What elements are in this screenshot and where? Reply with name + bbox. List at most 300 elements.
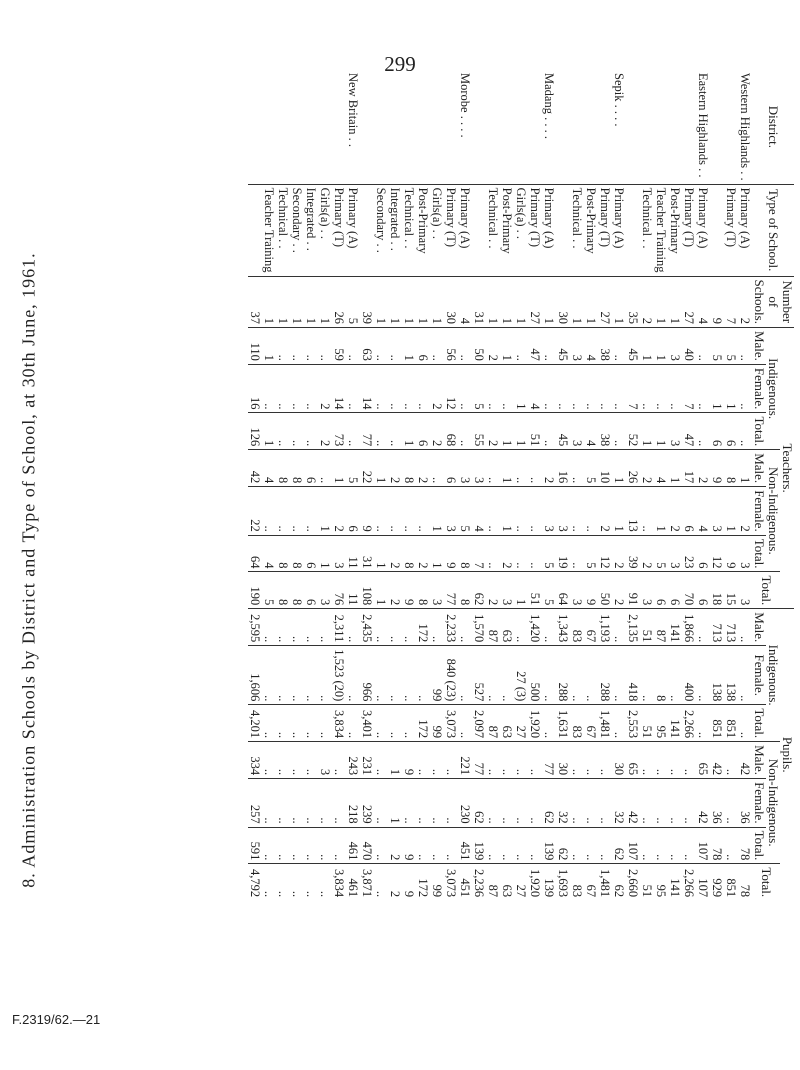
cell-pif: 500 [528, 646, 542, 705]
cell-tnt: .. [528, 535, 542, 572]
cell-tnt: 1 [374, 535, 388, 572]
cell-pnm: .. [304, 742, 318, 779]
cell-tit: 55 [472, 413, 486, 450]
cell-pit: .. [318, 705, 332, 742]
cell-tit: 1 [654, 413, 668, 450]
cell-pnm: .. [374, 742, 388, 779]
cell-tif: .. [696, 364, 710, 413]
cell-tnf: 1 [654, 487, 668, 536]
cell-tt: 3 [500, 572, 514, 609]
cell-tnf: .. [486, 487, 500, 536]
cell-s: 1 [430, 276, 444, 327]
cell-pt: 3,834 [332, 864, 346, 900]
cell-tt: 2 [486, 572, 500, 609]
cell-tif: .. [640, 364, 654, 413]
cell-pim: 51 [640, 609, 654, 646]
cell-pnt: .. [374, 827, 388, 864]
cell-pt: 3,871 [360, 864, 374, 900]
district-name [290, 70, 304, 184]
table-row [416, 70, 430, 900]
cell-tnf: 4 [696, 487, 710, 536]
school-type: Primary (T) [682, 184, 696, 276]
school-type: Girls(a) . . [318, 184, 332, 276]
cell-pnt: .. [444, 827, 458, 864]
cell-pim: 1,420 [528, 609, 542, 646]
cell-pit: 27 [514, 705, 528, 742]
cell-pnf: .. [374, 779, 388, 828]
cell-pt: 1,693 [556, 864, 570, 900]
cell-tnt: 9 [724, 535, 738, 572]
district-name [332, 70, 346, 184]
cell-pt: 78 [738, 864, 752, 900]
header-female: Female. [752, 487, 766, 536]
cell-pit: .. [290, 705, 304, 742]
cell-s: 30 [556, 276, 570, 327]
cell-pit: 51 [640, 705, 654, 742]
header-pupils-total: Total. [752, 864, 780, 900]
cell-tnf: .. [640, 487, 654, 536]
cell-tit: 68 [444, 413, 458, 450]
cell-tnt: 11 [346, 535, 360, 572]
school-type [248, 184, 262, 276]
school-type: Teacher Training [654, 184, 668, 276]
cell-tim: 40 [682, 327, 696, 364]
cell-tif: 2 [318, 364, 332, 413]
cell-pim: .. [514, 609, 528, 646]
cell-tnt: 19 [556, 535, 570, 572]
cell-pnf: 42 [626, 779, 640, 828]
cell-tif: 1 [724, 364, 738, 413]
cell-s: 1 [262, 276, 276, 327]
cell-tnt: 8 [402, 535, 416, 572]
cell-tnf: 1 [318, 487, 332, 536]
table-row [374, 70, 388, 900]
school-type: Primary (A) [696, 184, 710, 276]
cell-pt: 2,266 [682, 864, 696, 900]
cell-pnt: .. [598, 827, 612, 864]
cell-tnt: 12 [710, 535, 724, 572]
cell-pnt: 470 [360, 827, 374, 864]
district-name [374, 70, 388, 184]
school-type: Primary (A) [542, 184, 556, 276]
cell-pim: 83 [570, 609, 584, 646]
table-row [276, 70, 290, 900]
cell-pim: 2,595 [248, 609, 262, 646]
cell-tim: 38 [598, 327, 612, 364]
cell-tt: 8 [458, 572, 472, 609]
cell-tnm: .. [430, 450, 444, 487]
cell-tit: 52 [626, 413, 640, 450]
cell-pnf: 1 [388, 779, 402, 828]
school-type: Post-Primary [500, 184, 514, 276]
cell-pnm: 42 [738, 742, 752, 779]
cell-tnf: 1 [612, 487, 626, 536]
cell-tim: 50 [472, 327, 486, 364]
header-female: Female. [752, 646, 766, 705]
cell-tnf: .. [290, 487, 304, 536]
cell-tim: .. [696, 327, 710, 364]
table-row [514, 70, 528, 900]
cell-tit: 38 [598, 413, 612, 450]
district-name [318, 70, 332, 184]
cell-pt: 139 [542, 864, 556, 900]
cell-s: 1 [374, 276, 388, 327]
cell-pnm: .. [486, 742, 500, 779]
cell-pnt: .. [528, 827, 542, 864]
cell-tnt: .. [514, 535, 528, 572]
cell-pit: 172 [416, 705, 430, 742]
cell-pit: .. [542, 705, 556, 742]
cell-pim: .. [458, 609, 472, 646]
cell-tnf: 6 [682, 487, 696, 536]
cell-tt: 9 [402, 572, 416, 609]
cell-s: 1 [416, 276, 430, 327]
cell-tit: 2 [318, 413, 332, 450]
cell-pit: 1,920 [528, 705, 542, 742]
cell-tit: .. [458, 413, 472, 450]
table-body [248, 70, 752, 900]
cell-pnt: .. [290, 827, 304, 864]
cell-pim: .. [738, 609, 752, 646]
cell-pit: 3,834 [332, 705, 346, 742]
cell-tim: 56 [444, 327, 458, 364]
cell-tnf: .. [304, 487, 318, 536]
cell-tif: .. [584, 364, 598, 413]
cell-pnm: .. [584, 742, 598, 779]
cell-tit: 1 [500, 413, 514, 450]
cell-pit: 2,097 [472, 705, 486, 742]
cell-tim: 45 [556, 327, 570, 364]
cell-tim: .. [388, 327, 402, 364]
cell-pim: .. [388, 609, 402, 646]
cell-tt: 6 [696, 572, 710, 609]
cell-pim: 172 [416, 609, 430, 646]
cell-tnf: 1 [724, 487, 738, 536]
cell-s: 1 [500, 276, 514, 327]
cell-pt: 95 [654, 864, 668, 900]
cell-pt: 27 [514, 864, 528, 900]
cell-pnf: .. [514, 779, 528, 828]
cell-tnm: .. [528, 450, 542, 487]
cell-pit: 2,553 [626, 705, 640, 742]
cell-pif: 99 [430, 646, 444, 705]
cell-tnm: 2 [542, 450, 556, 487]
cell-pt: .. [276, 864, 290, 900]
cell-tnf: .. [584, 487, 598, 536]
district-name [444, 70, 458, 184]
header-male: Male. [752, 609, 766, 646]
school-type [626, 184, 640, 276]
header-teachers: Teachers. [780, 327, 794, 608]
cell-pnm: 42 [710, 742, 724, 779]
cell-tnm: 3 [458, 450, 472, 487]
header-total: Total. [752, 413, 766, 450]
cell-tnt: 64 [248, 535, 262, 572]
cell-pit: 95 [654, 705, 668, 742]
cell-tt: 1 [514, 572, 528, 609]
cell-tt: 18 [710, 572, 724, 609]
cell-tnm: .. [486, 450, 500, 487]
school-type: Post-Primary [668, 184, 682, 276]
cell-tnm: 1 [612, 450, 626, 487]
cell-pnt: .. [430, 827, 444, 864]
cell-pt: 51 [640, 864, 654, 900]
cell-tt: 9 [584, 572, 598, 609]
cell-tnt: 8 [458, 535, 472, 572]
cell-tnm: 22 [360, 450, 374, 487]
cell-tt: 108 [360, 572, 374, 609]
cell-pt: .. [304, 864, 318, 900]
cell-tt: 6 [654, 572, 668, 609]
table-row [668, 70, 682, 900]
cell-tnf: 1 [500, 487, 514, 536]
cell-pnf: .. [332, 779, 346, 828]
cell-pnm: 221 [458, 742, 472, 779]
cell-pif: .. [388, 646, 402, 705]
cell-tnm: .. [514, 450, 528, 487]
table-row [458, 70, 472, 900]
cell-s: 1 [612, 276, 626, 327]
cell-pnf: 230 [458, 779, 472, 828]
cell-tt: 3 [570, 572, 584, 609]
cell-pif: .. [584, 646, 598, 705]
cell-tim: 1 [402, 327, 416, 364]
cell-tnt: 23 [682, 535, 696, 572]
cell-pnm: .. [570, 742, 584, 779]
cell-pnf: 257 [248, 779, 262, 828]
cell-pt: 2,236 [472, 864, 486, 900]
cell-pnf: 42 [696, 779, 710, 828]
cell-pnm: .. [528, 742, 542, 779]
cell-s: 1 [304, 276, 318, 327]
cell-pnf: .. [682, 779, 696, 828]
cell-tit: 1 [262, 413, 276, 450]
cell-pif: 288 [556, 646, 570, 705]
cell-tnm: 16 [556, 450, 570, 487]
cell-pnm: .. [640, 742, 654, 779]
cell-pit: 2,266 [682, 705, 696, 742]
cell-pit: 4,201 [248, 705, 262, 742]
cell-tnt: 2 [640, 535, 654, 572]
cell-pnt: 107 [626, 827, 640, 864]
cell-tnf: .. [262, 487, 276, 536]
cell-pit: 1,631 [556, 705, 570, 742]
cell-tt: 190 [248, 572, 262, 609]
cell-tim: .. [346, 327, 360, 364]
cell-tit: .. [290, 413, 304, 450]
footer-code: F.2319/62.—21 [12, 1012, 101, 1027]
cell-pnm: 77 [542, 742, 556, 779]
cell-tnt: 2 [500, 535, 514, 572]
cell-s: 1 [668, 276, 682, 327]
cell-tim: 5 [724, 327, 738, 364]
cell-tif: 7 [682, 364, 696, 413]
cell-pnt: 2 [388, 827, 402, 864]
cell-tif: .. [402, 364, 416, 413]
district-name [682, 70, 696, 184]
cell-pif: .. [318, 646, 332, 705]
cell-pnf: .. [584, 779, 598, 828]
cell-pt: 172 [416, 864, 430, 900]
cell-s: 1 [486, 276, 500, 327]
header-total: Total. [752, 705, 766, 742]
cell-tim: 1 [262, 327, 276, 364]
cell-pit: .. [612, 705, 626, 742]
cell-pim: .. [696, 609, 710, 646]
cell-s: 5 [346, 276, 360, 327]
cell-pt: 107 [696, 864, 710, 900]
cell-s: 2 [738, 276, 752, 327]
cell-pnt: .. [276, 827, 290, 864]
cell-tif: 14 [332, 364, 346, 413]
cell-tif: .. [654, 364, 668, 413]
cell-tt: 3 [318, 572, 332, 609]
cell-pnm: 231 [360, 742, 374, 779]
header-pupils: Pupils. [780, 609, 794, 900]
cell-tim: .. [514, 327, 528, 364]
district-name [584, 70, 598, 184]
cell-tit: 51 [528, 413, 542, 450]
cell-pif: 840 (23) [444, 646, 458, 705]
cell-tnt: 12 [598, 535, 612, 572]
cell-pit: 3,073 [444, 705, 458, 742]
cell-s: 1 [542, 276, 556, 327]
table-row [584, 70, 598, 900]
cell-pnt: .. [486, 827, 500, 864]
cell-pnm: .. [724, 742, 738, 779]
cell-tt: 15 [724, 572, 738, 609]
cell-tt: 6 [304, 572, 318, 609]
cell-tim: 1 [500, 327, 514, 364]
cell-tif: 16 [248, 364, 262, 413]
cell-tit: .. [612, 413, 626, 450]
cell-pim: .. [346, 609, 360, 646]
district-name: Morobe . . . . [458, 73, 472, 138]
cell-tit: 1 [640, 413, 654, 450]
cell-tit: .. [346, 413, 360, 450]
cell-pnf: 32 [556, 779, 570, 828]
school-type [556, 184, 570, 276]
cell-tit: 77 [360, 413, 374, 450]
district-name [640, 70, 654, 184]
cell-pt: .. [262, 864, 276, 900]
cell-tt: 3 [640, 572, 654, 609]
cell-pt: 4,792 [248, 864, 262, 900]
table-row [444, 70, 458, 900]
school-type: Secondary . . [374, 184, 388, 276]
cell-tnm: 26 [626, 450, 640, 487]
table-row [640, 70, 654, 900]
cell-pim: .. [430, 609, 444, 646]
cell-pt: 87 [486, 864, 500, 900]
cell-tnm: 8 [290, 450, 304, 487]
cell-pnt: .. [416, 827, 430, 864]
table-row [738, 70, 752, 900]
district-name [402, 70, 416, 184]
cell-s: 9 [710, 276, 724, 327]
appendix-caption: 8. Administration Schools by District and Type of School, at 30th June, 1961. [18, 252, 39, 888]
table-row [430, 70, 444, 900]
cell-tt: 64 [556, 572, 570, 609]
cell-s: 4 [458, 276, 472, 327]
cell-pnm: .. [290, 742, 304, 779]
cell-pnf: .. [416, 779, 430, 828]
cell-pt: 1,920 [528, 864, 542, 900]
header-total: Total. [752, 535, 766, 572]
cell-pnt: 62 [612, 827, 626, 864]
cell-pim: .. [612, 609, 626, 646]
cell-tit: 6 [724, 413, 738, 450]
cell-pit: 87 [486, 705, 500, 742]
cell-tif: 14 [360, 364, 374, 413]
cell-tif: 1 [514, 364, 528, 413]
cell-pnt: 591 [248, 827, 262, 864]
cell-s: 39 [360, 276, 374, 327]
cell-tnf: 3 [556, 487, 570, 536]
cell-pim: 87 [654, 609, 668, 646]
cell-tnm: .. [318, 450, 332, 487]
cell-pif: .. [304, 646, 318, 705]
cell-tim: .. [318, 327, 332, 364]
cell-tif: 2 [430, 364, 444, 413]
cell-tim: 59 [332, 327, 346, 364]
cell-tif: .. [388, 364, 402, 413]
cell-tim: .. [458, 327, 472, 364]
cell-tnt: 3 [668, 535, 682, 572]
school-type: Teacher Training [262, 184, 276, 276]
cell-tim: .. [304, 327, 318, 364]
cell-tif: .. [570, 364, 584, 413]
cell-pt: 9 [402, 864, 416, 900]
district-name: Western Highlands . . [738, 73, 752, 181]
cell-s: 1 [276, 276, 290, 327]
cell-s: 1 [570, 276, 584, 327]
cell-pnf: .. [528, 779, 542, 828]
cell-tit: 6 [710, 413, 724, 450]
header-district: District. [766, 105, 781, 148]
page-number: 299 [384, 52, 416, 76]
cell-s: 1 [654, 276, 668, 327]
cell-tim: .. [276, 327, 290, 364]
cell-pit: .. [738, 705, 752, 742]
cell-pnm: .. [276, 742, 290, 779]
cell-pif: .. [640, 646, 654, 705]
cell-pif: .. [612, 646, 626, 705]
cell-pnm: .. [416, 742, 430, 779]
cell-tnf: .. [528, 487, 542, 536]
cell-pif: 138 [724, 646, 738, 705]
cell-tif: .. [304, 364, 318, 413]
cell-pit: 851 [724, 705, 738, 742]
cell-pnf: .. [290, 779, 304, 828]
cell-pt: 141 [668, 864, 682, 900]
cell-tif: .. [290, 364, 304, 413]
cell-pim: 87 [486, 609, 500, 646]
cell-s: 35 [626, 276, 640, 327]
cell-tnt: 5 [542, 535, 556, 572]
cell-tit: .. [304, 413, 318, 450]
cell-tt: 76 [332, 572, 346, 609]
cell-pnf: .. [304, 779, 318, 828]
cell-pim: 1,343 [556, 609, 570, 646]
cell-pt: 3,073 [444, 864, 458, 900]
school-type: Integrated . . [388, 184, 402, 276]
cell-pt: 62 [612, 864, 626, 900]
cell-pnt: 107 [696, 827, 710, 864]
cell-pnt: .. [318, 827, 332, 864]
header-pupils-indigenous: Indigenous. [766, 609, 780, 742]
cell-pt: 83 [570, 864, 584, 900]
